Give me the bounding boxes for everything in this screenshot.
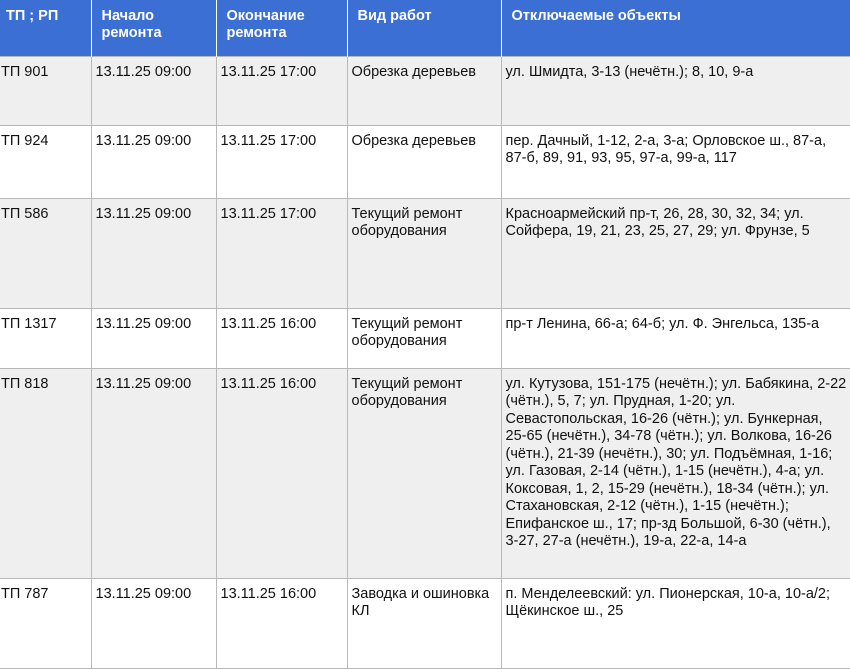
cell-start: 13.11.25 09:00: [91, 308, 216, 368]
cell-work-type: Текущий ремонт оборудования: [347, 198, 501, 308]
cell-start: 13.11.25 09:00: [91, 125, 216, 198]
cell-work-type: Текущий ремонт оборудования: [347, 308, 501, 368]
cell-start: 13.11.25 09:00: [91, 56, 216, 125]
cell-end: 13.11.25 17:00: [216, 56, 347, 125]
cell-tp: ТП 586: [0, 198, 91, 308]
header-tp: ТП ; РП: [0, 0, 91, 56]
cell-objects: п. Менделеевский: ул. Пионерская, 10-а, 10-а/2; Щёкинское ш., 25: [501, 578, 850, 668]
cell-start: 13.11.25 09:00: [91, 578, 216, 668]
cell-objects: Красноармейский пр-т, 26, 28, 30, 32, 34; ул. Сойфера, 19, 21, 23, 25, 27, 29; ул. Фрунзе, 5: [501, 198, 850, 308]
cell-work-type: Обрезка деревьев: [347, 56, 501, 125]
table-row: [0, 368, 850, 578]
cell-end: 13.11.25 17:00: [216, 198, 347, 308]
cell-tp: ТП 787: [0, 578, 91, 668]
cell-tp: ТП 818: [0, 368, 91, 578]
cell-work-type: Обрезка деревьев: [347, 125, 501, 198]
cell-start: 13.11.25 09:00: [91, 198, 216, 308]
header-objects: Отключаемые объекты: [501, 0, 850, 56]
cell-objects: пер. Дачный, 1-12, 2-а, 3-а; Орловское ш., 87-а, 87-б, 89, 91, 93, 95, 97-а, 99-а, 117: [501, 125, 850, 198]
cell-objects: пр-т Ленина, 66-а; 64-б; ул. Ф. Энгельса, 135-а: [501, 308, 850, 368]
table-row: [0, 308, 850, 368]
table-row: [0, 125, 850, 198]
table-row: [0, 198, 850, 308]
cell-work-type: Текущий ремонт оборудования: [347, 368, 501, 578]
header-work-type: Вид работ: [347, 0, 501, 56]
cell-work-type: Заводка и ошиновка КЛ: [347, 578, 501, 668]
cell-tp: ТП 901: [0, 56, 91, 125]
header-start: Начало ремонта: [91, 0, 216, 56]
cell-end: 13.11.25 16:00: [216, 308, 347, 368]
cell-start: 13.11.25 09:00: [91, 368, 216, 578]
cell-end: 13.11.25 16:00: [216, 368, 347, 578]
cell-tp: ТП 924: [0, 125, 91, 198]
cell-end: 13.11.25 17:00: [216, 125, 347, 198]
cell-tp: ТП 1317: [0, 308, 91, 368]
cell-objects: ул. Шмидта, 3-13 (нечётн.); 8, 10, 9-а: [501, 56, 850, 125]
cell-objects: ул. Кутузова, 151-175 (нечётн.); ул. Бабякина, 2-22 (чётн.), 5, 7; ул. Прудная, 1-20; ул. Севастопольская, 16-26 (чётн.); ул. Бункерная, 25-65 (нечётн.), 34-78 (чётн.); ул. Волкова, 16-26 (чётн.), 21-39 (нечётн.), 30; ул. Подъёмная, 1-16; ул. Газовая, 2-14 (чётн.), 1-15 (нечётн.), 4-а; ул. Коксовая, 1, 2, 15-29 (нечётн.), 18-34 (чётн.); ул. Стахановская, 2-12 (чётн.), 1-15 (нечётн.); Епифанское ш., 17; пр-зд Большой, 6-30 (чётн.), 3-27, 27-а (нечётн.), 19-а, 22-а, 14-а: [501, 368, 850, 578]
cell-end: 13.11.25 16:00: [216, 578, 347, 668]
table-row: [0, 578, 850, 668]
header-row: [0, 0, 850, 56]
header-end: Окончание ремонта: [216, 0, 347, 56]
table-row: [0, 56, 850, 125]
